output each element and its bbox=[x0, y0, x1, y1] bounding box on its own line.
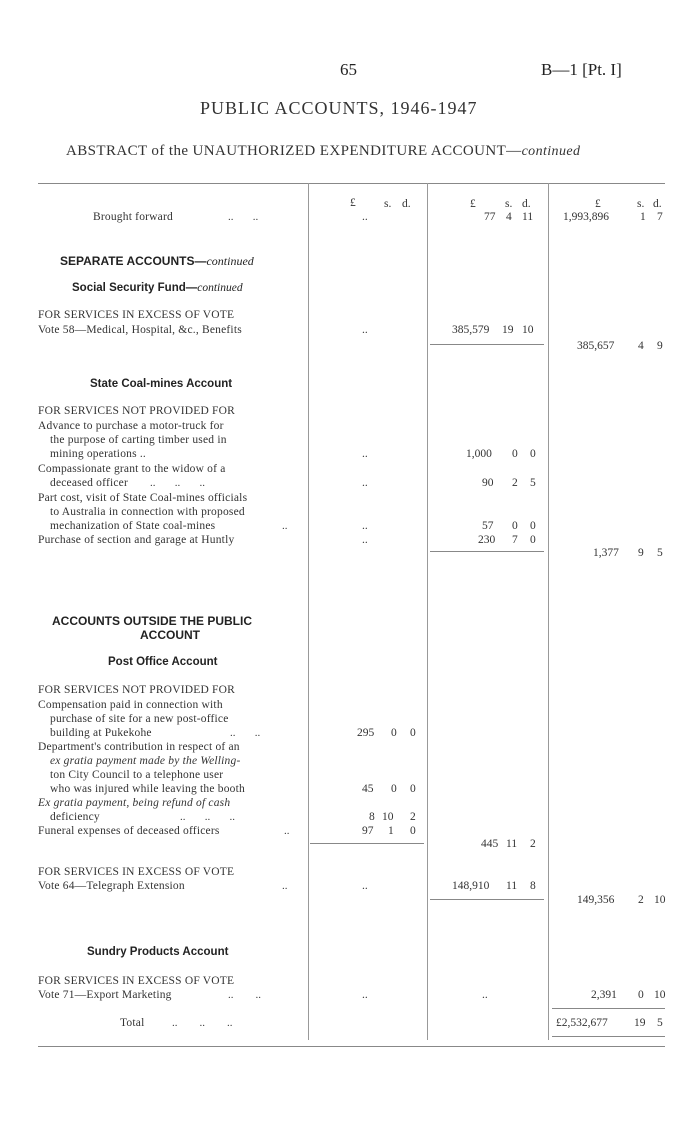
item-line: Compassionate grant to the widow of a bbox=[38, 463, 226, 475]
column-divider-1 bbox=[308, 183, 309, 1040]
leader-dots: .. .. .. bbox=[150, 477, 205, 489]
brought-forward-col2-pounds: 77 bbox=[484, 211, 496, 223]
brought-forward-label: Brought forward bbox=[93, 211, 173, 223]
grand-total-rule-1 bbox=[552, 1036, 665, 1037]
col1-shillings-header: s. bbox=[384, 198, 392, 210]
item-line: Compensation paid in connection with bbox=[38, 699, 223, 711]
col3-pence-header: d. bbox=[653, 198, 662, 210]
leader-dots: .. .. bbox=[228, 211, 259, 223]
sundry-products-item: Vote 71—Export Marketing bbox=[38, 989, 172, 1001]
col2-shillings-header: s. bbox=[505, 198, 513, 210]
item-col2-shillings: 7 bbox=[512, 534, 518, 546]
item-col2-pounds: 90 bbox=[482, 477, 494, 489]
col3-shillings-header: s. bbox=[637, 198, 645, 210]
item-line: deceased officer bbox=[50, 477, 129, 489]
item-line: mining operations .. bbox=[50, 448, 146, 460]
item-col2-pounds: 1,000 bbox=[466, 448, 492, 460]
social-security-col2-pounds: 385,579 bbox=[452, 324, 490, 336]
item-col1: .. bbox=[362, 520, 368, 532]
leader-dots: .. .. .. bbox=[172, 1017, 233, 1029]
grand-total-shillings: 19 bbox=[634, 1017, 646, 1029]
item-col1-shillings: 10 bbox=[382, 811, 394, 823]
social-security-total-pounds: 385,657 bbox=[577, 340, 615, 352]
social-security-rule bbox=[430, 344, 544, 345]
grand-total-pounds: £2,532,677 bbox=[556, 1017, 608, 1029]
post-office-item-b: Vote 64—Telegraph Extension bbox=[38, 880, 185, 892]
subtitle-continued: continued bbox=[521, 144, 581, 159]
post-office-item-b-col2-pence: 8 bbox=[530, 880, 536, 892]
grand-total-pence: 5 bbox=[657, 1017, 663, 1029]
col2-pounds-header: £ bbox=[470, 198, 476, 210]
item-col2-pence: 0 bbox=[530, 448, 536, 460]
item-col1-pence: 0 bbox=[410, 727, 416, 739]
item-col1-pounds: 295 bbox=[357, 727, 375, 739]
sundry-products-section: FOR SERVICES IN EXCESS OF VOTE bbox=[38, 975, 235, 987]
item-line: Purchase of section and garage at Huntly bbox=[38, 534, 235, 546]
item-line: mechanization of State coal-mines bbox=[50, 520, 216, 532]
coal-mines-rule bbox=[430, 551, 544, 552]
post-office-rule-b bbox=[430, 899, 544, 900]
post-office-subtotal-shillings: 11 bbox=[506, 838, 518, 850]
item-line: Funeral expenses of deceased officers bbox=[38, 825, 220, 837]
page-number: 65 bbox=[340, 60, 357, 79]
item-line: ex gratia payment made by the Welling- bbox=[50, 755, 241, 767]
sundry-products-col1: .. bbox=[362, 989, 368, 1001]
post-office-total-pounds: 149,356 bbox=[577, 894, 615, 906]
item-col2-pounds: 57 bbox=[482, 520, 494, 532]
leader-dots: .. bbox=[284, 825, 290, 837]
item-line: who was injured while leaving the booth bbox=[50, 783, 245, 795]
col3-pounds-header: £ bbox=[595, 198, 601, 210]
item-col2-pounds: 230 bbox=[478, 534, 496, 546]
item-col1-pounds: 97 bbox=[362, 825, 374, 837]
document-reference: B—1 [Pt. I] bbox=[541, 60, 622, 79]
post-office-subtotal-pence: 2 bbox=[530, 838, 536, 850]
outside-accounts-heading-line1: ACCOUNTS OUTSIDE THE PUBLIC bbox=[52, 614, 253, 628]
item-col1-pence: 0 bbox=[410, 783, 416, 795]
subtitle-main: ABSTRACT of the UNAUTHORIZED EXPENDITURE ACCOUNT— bbox=[66, 143, 522, 159]
col1-pence-header: d. bbox=[402, 198, 411, 210]
sundry-products-col2: .. bbox=[482, 989, 488, 1001]
leader-dots: .. bbox=[282, 520, 288, 532]
leader-dots: .. .. bbox=[230, 727, 261, 739]
coal-mines-heading: State Coal-mines Account bbox=[90, 378, 233, 390]
social-security-col2-shillings: 19 bbox=[502, 324, 514, 336]
sundry-products-total-shillings: 0 bbox=[638, 989, 644, 1001]
post-office-item-b-col1: .. bbox=[362, 880, 368, 892]
brought-forward-col3-shillings: 1 bbox=[640, 211, 646, 223]
post-office-total-shillings: 2 bbox=[638, 894, 644, 906]
coal-mines-section: FOR SERVICES NOT PROVIDED FOR bbox=[38, 405, 236, 417]
social-security-col2-pence: 10 bbox=[522, 324, 534, 336]
social-security-item: Vote 58—Medical, Hospital, &c., Benefits bbox=[38, 324, 242, 336]
item-col1-shillings: 0 bbox=[391, 783, 397, 795]
item-col1-pounds: 8 bbox=[369, 811, 375, 823]
col1-pounds-header: £ bbox=[350, 197, 356, 209]
item-col2-pence: 0 bbox=[530, 520, 536, 532]
grand-total-label: Total bbox=[120, 1017, 145, 1029]
brought-forward-col2-shillings: 4 bbox=[506, 211, 512, 223]
item-col1: .. bbox=[362, 448, 368, 460]
item-line: the purpose of carting timber used in bbox=[50, 434, 227, 446]
sundry-products-total-pounds: 2,391 bbox=[591, 989, 617, 1001]
item-col1-pence: 2 bbox=[410, 811, 416, 823]
coal-mines-total-shillings: 9 bbox=[638, 547, 644, 559]
post-office-total-pence: 10 bbox=[654, 894, 666, 906]
item-line: deficiency bbox=[50, 811, 100, 823]
post-office-heading: Post Office Account bbox=[108, 656, 218, 668]
item-line: building at Pukekohe bbox=[50, 727, 152, 739]
brought-forward-col1: .. bbox=[362, 211, 368, 223]
brought-forward-col3-pounds: 1,993,896 bbox=[563, 211, 609, 223]
item-col1-pence: 0 bbox=[410, 825, 416, 837]
social-security-col1: .. bbox=[362, 324, 368, 336]
item-col1-shillings: 1 bbox=[388, 825, 394, 837]
item-col2-shillings: 0 bbox=[512, 520, 518, 532]
post-office-subtotal-pounds: 445 bbox=[481, 838, 499, 850]
coal-mines-total-pounds: 1,377 bbox=[593, 547, 619, 559]
item-line: purchase of site for a new post-office bbox=[50, 713, 229, 725]
column-divider-2 bbox=[427, 183, 428, 1040]
item-col1: .. bbox=[362, 534, 368, 546]
social-security-label: Social Security Fund— bbox=[72, 282, 198, 294]
page-subtitle bbox=[66, 143, 580, 160]
leader-dots: .. bbox=[282, 880, 288, 892]
column-divider-3 bbox=[548, 183, 549, 1040]
post-office-rule-a bbox=[310, 843, 424, 844]
separate-accounts-label: SEPARATE ACCOUNTS— bbox=[60, 254, 207, 268]
table-top-rule bbox=[38, 183, 665, 184]
brought-forward-col3-pence: 7 bbox=[657, 211, 663, 223]
item-line: Ex gratia payment, being refund of cash bbox=[38, 797, 231, 809]
outside-accounts-heading-line2: ACCOUNT bbox=[140, 628, 200, 642]
post-office-section-b: FOR SERVICES IN EXCESS OF VOTE bbox=[38, 866, 235, 878]
post-office-item-b-col2-pounds: 148,910 bbox=[452, 880, 490, 892]
item-line: ton City Council to a telephone user bbox=[50, 769, 224, 781]
leader-dots: .. .. bbox=[228, 989, 261, 1001]
separate-accounts-heading bbox=[60, 254, 254, 269]
item-col2-shillings: 0 bbox=[512, 448, 518, 460]
post-office-section-a: FOR SERVICES NOT PROVIDED FOR bbox=[38, 684, 236, 696]
sundry-rule bbox=[552, 1008, 665, 1009]
separate-accounts-continued: continued bbox=[206, 254, 254, 268]
social-security-total-pence: 9 bbox=[657, 340, 663, 352]
item-col2-pence: 5 bbox=[530, 477, 536, 489]
sundry-products-total-pence: 10 bbox=[654, 989, 666, 1001]
sundry-products-heading: Sundry Products Account bbox=[87, 946, 229, 958]
coal-mines-total-pence: 5 bbox=[657, 547, 663, 559]
col2-pence-header: d. bbox=[522, 198, 531, 210]
item-line: to Australia in connection with proposed bbox=[50, 506, 245, 518]
brought-forward-col2-pence: 11 bbox=[522, 211, 534, 223]
item-col1: .. bbox=[362, 477, 368, 489]
social-security-section: FOR SERVICES IN EXCESS OF VOTE bbox=[38, 309, 235, 321]
social-security-heading bbox=[72, 282, 243, 294]
item-line: Part cost, visit of State Coal-mines officials bbox=[38, 492, 248, 504]
item-col1-pounds: 45 bbox=[362, 783, 374, 795]
post-office-item-b-col2-shillings: 11 bbox=[506, 880, 518, 892]
item-col1-shillings: 0 bbox=[391, 727, 397, 739]
page-title: PUBLIC ACCOUNTS, 1946-1947 bbox=[200, 98, 478, 118]
table-bottom-rule bbox=[38, 1046, 665, 1047]
item-line: Department's contribution in respect of an bbox=[38, 741, 240, 753]
item-col2-pence: 0 bbox=[530, 534, 536, 546]
social-security-continued: continued bbox=[197, 282, 243, 294]
social-security-total-shillings: 4 bbox=[638, 340, 644, 352]
leader-dots: .. .. .. bbox=[180, 811, 235, 823]
item-col2-shillings: 2 bbox=[512, 477, 518, 489]
item-line: Advance to purchase a motor-truck for bbox=[38, 420, 224, 432]
